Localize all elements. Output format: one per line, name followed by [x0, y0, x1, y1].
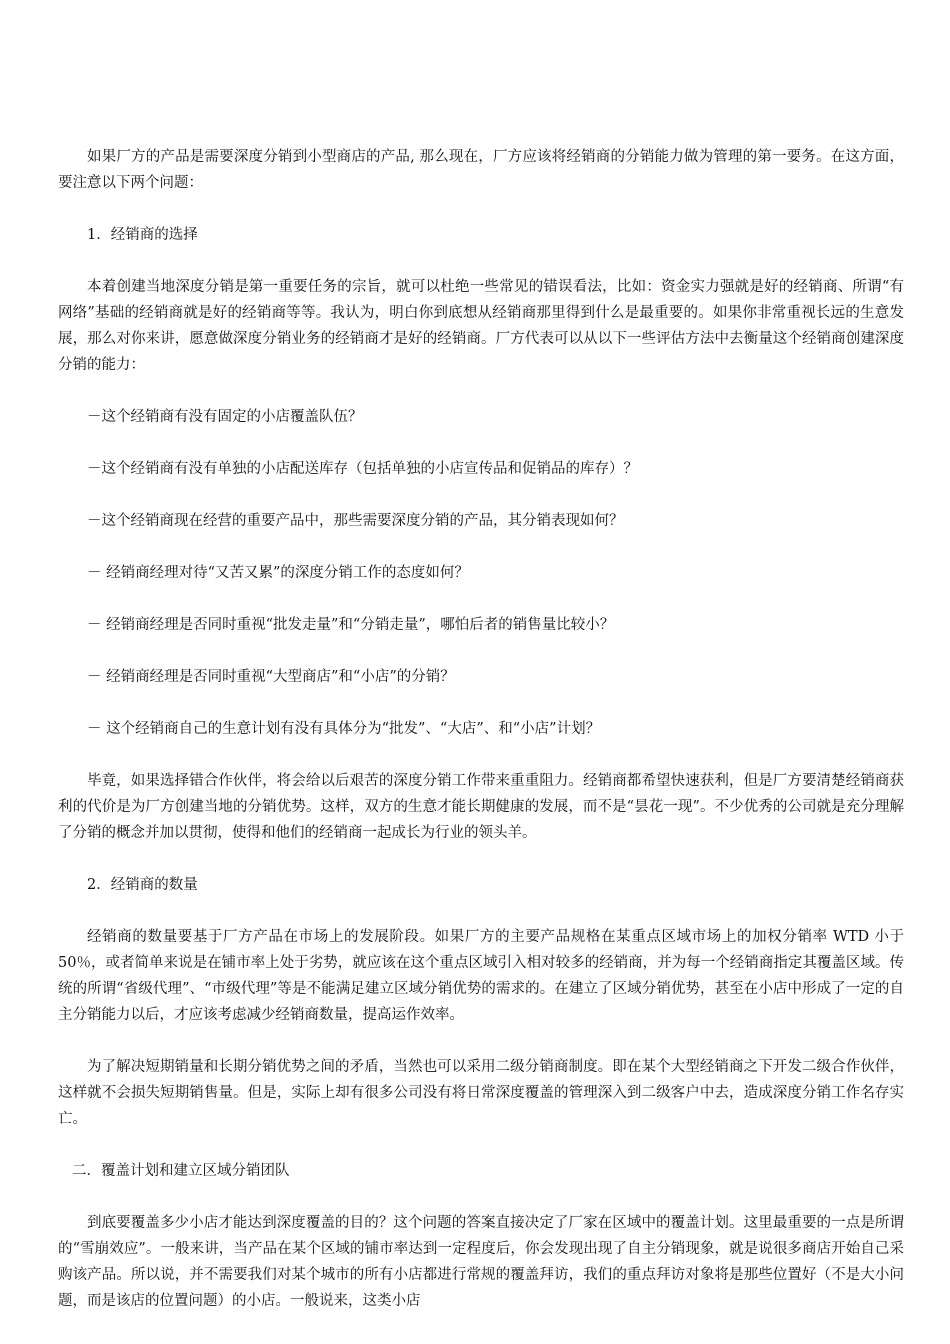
criteria-item-1: －这个经销商有没有固定的小店覆盖队伍？ [87, 409, 363, 425]
criteria-item-4: － 经销商经理对待“又苦又累”的深度分销工作的态度如何？ [87, 565, 469, 581]
criteria-item-5: － 经销商经理是否同时重视“批发走量”和“分销走量”，哪怕后者的销售量比较小？ [87, 617, 615, 633]
partner-paragraph: 毕竟，如果选择错合作伙伴，将会给以后艰苦的深度分销工作带来重重阻力。经销商都希望快速获利，但是厂方要清楚经销商获利的代价是为厂方创建当地的分销优势。这样，双方的生意才能长期健康的发展，而不是“昙花一现”。不少优秀的公司就是充分理解了分销的概念并加以贯彻，使得和他们的经销商一起成长为行业的领头羊。 [58, 773, 904, 841]
heading-dealer-selection: 1．经销商的选择 [87, 227, 198, 243]
criteria-item-3: －这个经销商现在经营的重要产品中，那些需要深度分销的产品，其分销表现如何？ [87, 513, 624, 529]
secondary-dealer-paragraph: 为了解决短期销量和长期分销优势之间的矛盾，当然也可以采用二级分销商制度。即在某个大型经销商之下开发二级合作伙伴，这样就不会损失短期销售量。但是，实际上却有很多公司没有将日常深度覆盖的管理深入到二级客户中去，造成深度分销工作名存实亡。 [58, 1059, 904, 1127]
criteria-item-2: －这个经销商有没有单独的小店配送库存（包括单独的小店宣传品和促销品的库存）？ [87, 461, 638, 477]
count-paragraph: 经销商的数量要基于厂方产品在市场上的发展阶段。如果厂方的主要产品规格在某重点区域市场上的加权分销率 WTD 小于 50％，或者简单来说是在铺市率上处于劣势，就应该在这个重点区域引入相对较多的经销商，并为每一个经销商指定其覆盖区域。传统的所谓“省级代理”、“市级代理”等是不能满足建立区域分销优势的需求的。在建立了区域分销优势，甚至在小店中形成了一定的自主分销能力以后，才应该考虑减少经销商数量，提高运作效率。 [58, 929, 904, 1023]
criteria-item-7: － 这个经销商自己的生意计划有没有具体分为“批发”、“大店”、和“小店”计划？ [87, 721, 601, 737]
heading-coverage-plan: 二．覆盖计划和建立区域分销团队 [72, 1163, 290, 1179]
selection-paragraph: 本着创建当地深度分销是第一重要任务的宗旨，就可以杜绝一些常见的错误看法，比如：资金实力强就是好的经销商、所谓“有网络”基础的经销商就是好的经销商等等。我认为，明白你到底想从经销商那里得到什么是最重要的。如果你非常重视长远的生意发展，那么对你来讲，愿意做深度分销业务的经销商才是好的经销商。厂方代表可以从以下一些评估方法中去衡量这个经销商创建深度分销的能力： [58, 279, 904, 373]
coverage-paragraph: 到底要覆盖多少小店才能达到深度覆盖的目的？这个问题的答案直接决定了厂家在区域中的覆盖计划。这里最重要的一点是所谓的“雪崩效应”。一般来讲，当产品在某个区域的铺市率达到一定程度后，你会发现出现了自主分销现象，就是说很多商店开始自己采购该产品。所以说，并不需要我们对某个城市的所有小店都进行常规的覆盖拜访，我们的重点拜访对象将是那些位置好（不是大小问题，而是该店的位置问题）的小店。一般说来，这类小店 [58, 1215, 904, 1309]
criteria-item-6: － 经销商经理是否同时重视“大型商店”和“小店”的分销？ [87, 669, 455, 685]
intro-paragraph: 如果厂方的产品是需要深度分销到小型商店的产品, 那么现在，厂方应该将经销商的分销能力做为管理的第一要务。在这方面，要注意以下两个问题： [58, 149, 904, 191]
heading-dealer-count: 2．经销商的数量 [87, 877, 198, 893]
